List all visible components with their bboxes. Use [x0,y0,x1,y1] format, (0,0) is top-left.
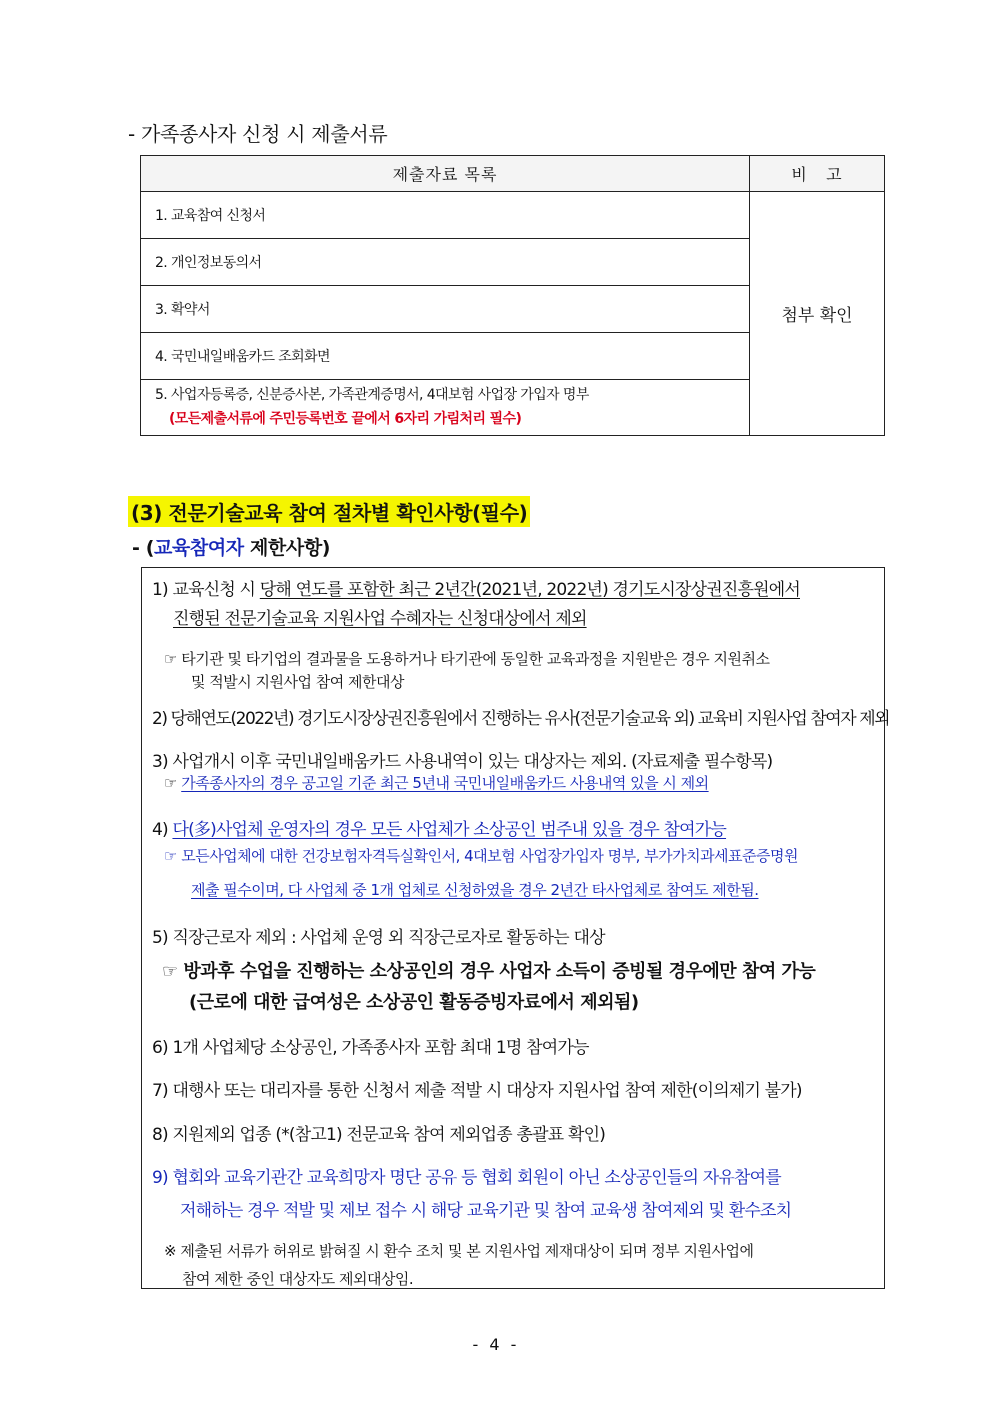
restriction-1-note: ☞ 타기관 및 타기업의 결과물을 도용하거나 타기관에 동일한 교육과정을 지원받은 경우 지원취소 [164,650,770,668]
list-item [141,379,750,435]
restriction-4-note-cont: 제출 필수이며, 다 사업체 중 1개 업체로 신청하였을 경우 2년간 타사업체로 참여도 제한됨. [191,881,759,899]
restriction-4-num: 4) [152,820,173,840]
list-item: 3. 확약서 [141,285,750,332]
restriction-1-cont: 진행된 전문기술교육 지원사업 수혜자는 신청대상에서 제외 [173,609,587,629]
column-header-list: 제출자료 목록 [141,156,750,192]
restriction-1 [152,575,800,600]
restriction-9: 9) 협회와 교육기관간 교육희망자 명단 공유 등 협회 회원이 아닌 소상공인들의 자유참여를 [152,1168,781,1188]
restriction-1-lead: 1) 교육신청 시 [152,580,260,600]
section-heading: - 가족종사자 신청 시 제출서류 [128,122,388,146]
restriction-3-note [164,772,709,793]
column-header-note: 비 고 [750,156,885,192]
page-number: - 4 - [472,1335,520,1354]
restriction-2: 2) 당해연도(2022년) 경기도시장상권진흥원에서 진행하는 유사(전문기술교육 외) 교육비 지원사업 참여자 제외 [152,709,890,729]
arrow-icon: ☞ [164,774,182,792]
restriction-1-underlined: 당해 연도를 포함한 최근 2년간(2021년, 2022년) 경기도시장상권진흥원에서 [259,580,800,600]
restriction-4-note: ☞ 모든사업체에 대한 건강보험자격득실확인서, 4대보험 사업장가입자 명부, 부가가치과세표준증명원 [164,847,798,865]
restriction-5-note: ☞ 방과후 수업을 진행하는 소상공인의 경우 사업자 소득이 증빙될 경우에만 참여 가능 [162,961,816,982]
sub-prefix: - ( [132,537,154,559]
section-heading: (3) 전문기술교육 참여 절차별 확인사항(필수) [128,496,530,527]
list-item-text: 5. 사업자등록증, 신분증사본, 가족관계증명서, 4대보험 사업장 가입자 명부 [155,387,589,404]
document-list-table [140,155,885,436]
footnote: ※ 제출된 서류가 허위로 밝혀질 시 환수 조치 및 본 지원사업 제재대상이 되며 정부 지원사업에 [164,1242,754,1260]
sub-highlight: 교육참여자 [153,537,244,559]
restriction-5-note-cont: (근로에 대한 급여성은 소상공인 활동증빙자료에서 제외됨) [189,992,639,1013]
restriction-5: 5) 직장근로자 제외 : 사업체 운영 외 직장근로자로 활동하는 대상 [152,928,605,948]
restriction-8: 8) 지원제외 업종 (*(참고1) 전문교육 참여 제외업종 총괄표 확인) [152,1125,606,1145]
restriction-6: 6) 1개 사업체당 소상공인, 가족종사자 포함 최대 1명 참여가능 [152,1038,589,1058]
restriction-4 [152,815,726,840]
subsection-heading [132,533,330,560]
restriction-4-text: 다(多)사업체 운영자의 경우 모든 사업체가 소상공인 범주내 있을 경우 참여가능 [172,820,727,840]
restriction-3-note-text: 가족종사자의 경우 공고일 기준 최근 5년내 국민내일배움카드 사용내역 있을 시 제외 [181,774,709,792]
list-item: 2. 개인정보동의서 [141,238,750,285]
sub-suffix: 제한사항) [243,537,331,559]
table-row [141,191,885,238]
restriction-1-note-cont: 및 적발시 지원사업 참여 제한대상 [191,673,404,691]
masking-notice: (모든제출서류에 주민등록번호 끝에서 6자리 가림처리 필수) [169,411,522,428]
footnote-cont: 참여 제한 중인 대상자도 제외대상임. [182,1270,414,1288]
note-cell: 첨부 확인 [750,191,885,435]
restriction-3: 3) 사업개시 이후 국민내일배움카드 사용내역이 있는 대상자는 제외. (자료제출 필수항목) [152,752,773,772]
restriction-9-cont: 저해하는 경우 적발 및 제보 접수 시 해당 교육기관 및 참여 교육생 참여제외 및 환수조치 [180,1201,792,1221]
table-header-row [141,156,885,192]
list-item: 1. 교육참여 신청서 [141,191,750,238]
restriction-7: 7) 대행사 또는 대리자를 통한 신청서 제출 적발 시 대상자 지원사업 참여 제한(이의제기 불가) [152,1081,802,1101]
list-item: 4. 국민내일배움카드 조회화면 [141,332,750,379]
